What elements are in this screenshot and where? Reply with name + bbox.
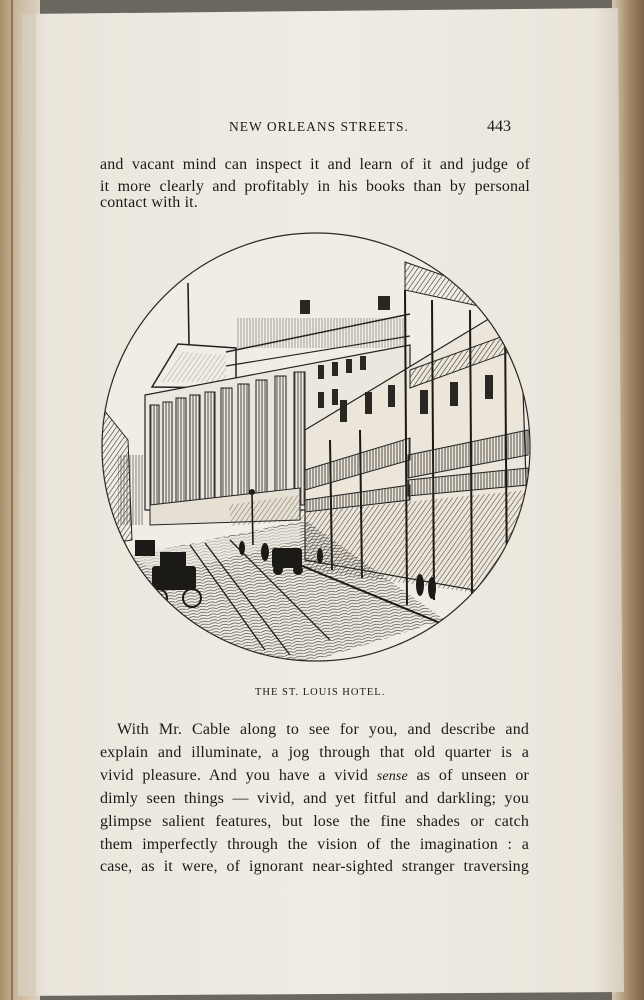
- paragraph-line-3: [100, 767, 529, 785]
- paragraph-line-5: glimpse salient features, but lose the fine shades or catch: [100, 813, 529, 830]
- running-head: NEW ORLEANS STREETS.: [229, 119, 409, 134]
- paragraph-line-1: With Mr. Cable along to see for you, and describe and: [117, 721, 529, 738]
- illustration-caption: THE ST. LOUIS HOTEL.: [255, 687, 386, 698]
- paragraph-line-6: them imperfectly through the vision of the imagination : a: [100, 836, 529, 853]
- opening-line-3: contact with it.: [100, 194, 198, 211]
- page-number: 443: [487, 118, 511, 135]
- paragraph-line-3-start: vivid pleasure. And you have a vivid: [100, 767, 377, 784]
- emphasis-sense: sense: [376, 769, 408, 784]
- paragraph-line-2: explain and illuminate, a jog through that old quarter is a: [100, 744, 529, 761]
- paragraph-line-7: case, as it were, of ignorant near-sighted stranger traversing: [100, 858, 529, 875]
- opening-line-2: it more clearly and profitably in his books than by personal: [100, 178, 530, 195]
- paragraph-line-4: dimly seen things — vivid, and yet fitful and darkling; you: [100, 790, 529, 807]
- opening-line-1: and vacant mind can inspect it and learn of it and judge of: [100, 156, 530, 173]
- paragraph-line-3-end: as of unseen or: [407, 767, 529, 784]
